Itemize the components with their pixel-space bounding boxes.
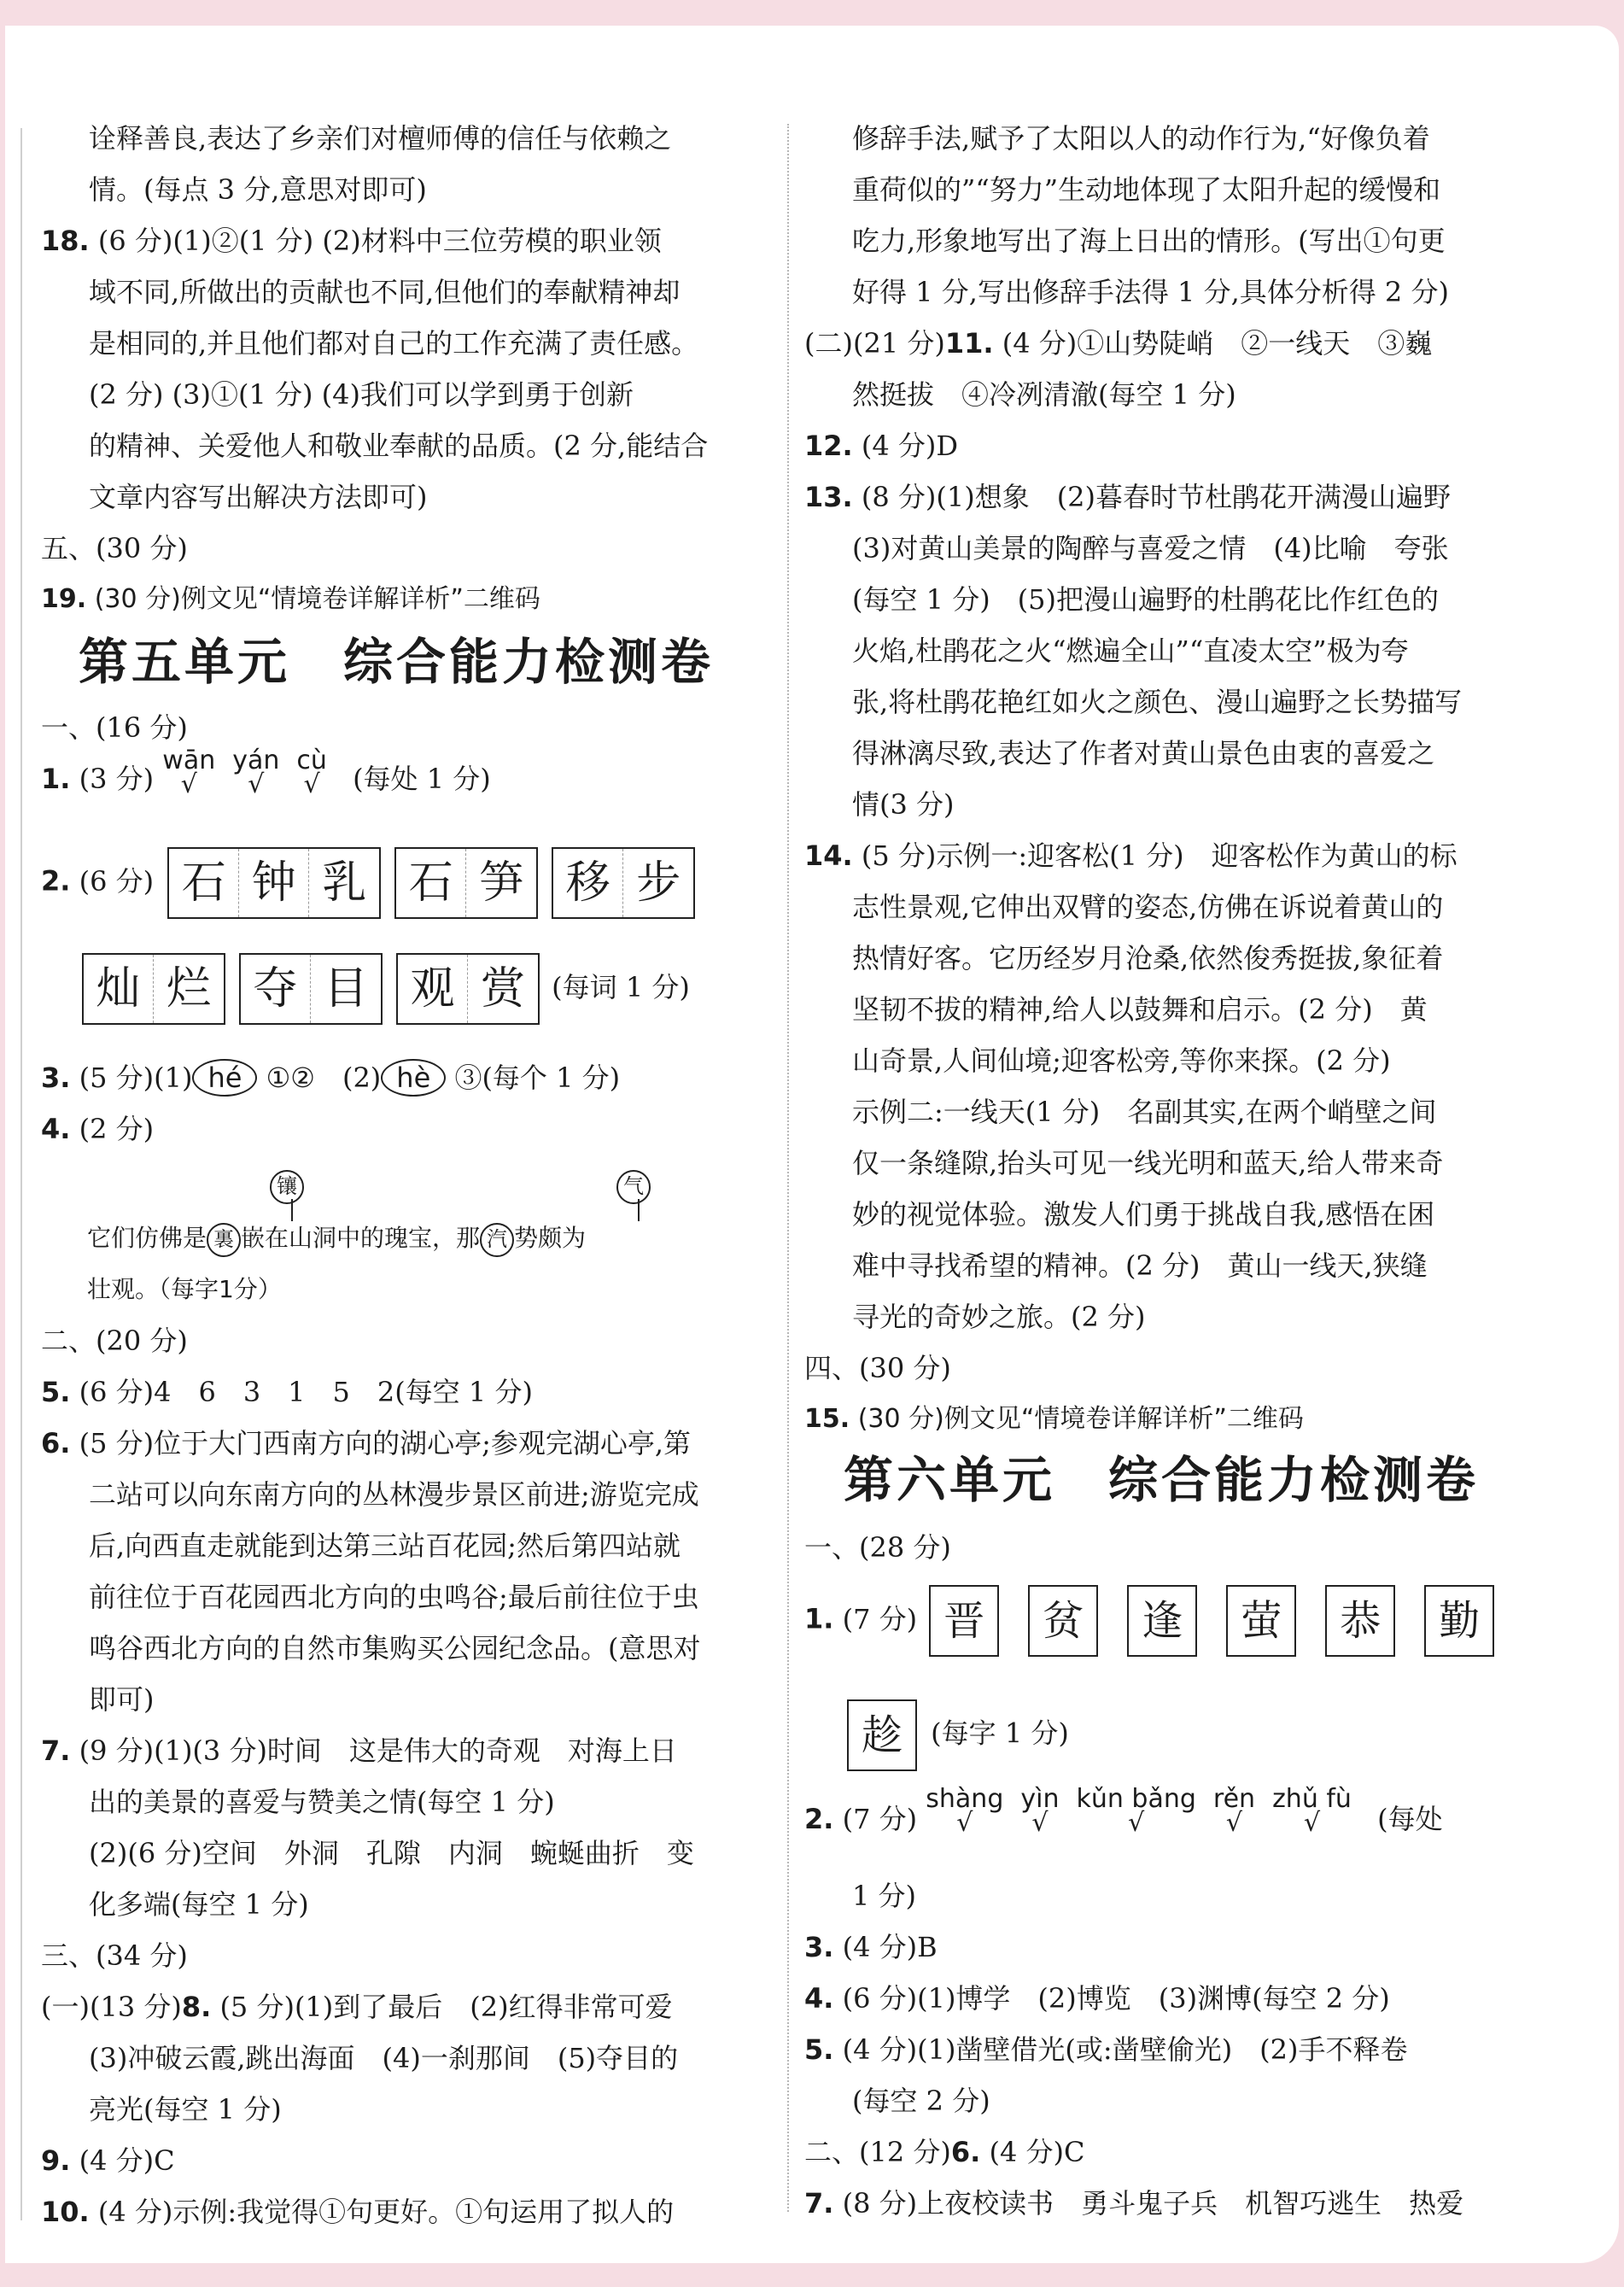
text-line: 难中寻找希望的精神。(2 分) 黄山一线天,狭缝 — [852, 1249, 1428, 1282]
question-2: 2. (6 分) 石 钟 乳 石 笋 移 步 — [41, 847, 779, 929]
pinyin-text: yán — [232, 746, 280, 775]
correction-line — [291, 1199, 293, 1221]
question-19: 19. (30 分)例文见“情境卷详解详析”二维码 — [41, 584, 540, 614]
pinyin-text: shàng — [926, 1784, 1004, 1814]
question-5: 5. (6 分)4 6 3 1 5 2(每空 1 分) — [41, 1376, 533, 1408]
text-line: (3)冲破云霞,跳出海面 (4)一刹那间 (5)夺目的 — [89, 2042, 679, 2074]
question-12: 12. (4 分)D — [804, 430, 959, 462]
text-line: 是相同的,并且他们都对自己的工作充满了责任感。 — [89, 327, 699, 360]
question-11: (二)(21 分)11. (4 分)①山势陡峭 ②一线天 ③巍 — [804, 327, 1433, 360]
checkmark-icon: √ — [1303, 1808, 1321, 1838]
question-7: 7. (8 分)上夜校读书 勇斗鬼子兵 机智巧逃生 热爱 — [804, 2187, 1464, 2220]
word-grid — [394, 847, 538, 919]
section-heading: 一、(16 分) — [41, 711, 188, 744]
text-line: 诠释善良,表达了乡亲们对檀师傅的信任与依赖之 — [89, 122, 672, 155]
pinyin-text: rěn — [1212, 1784, 1256, 1814]
text-line: (2)(6 分)空间 外洞 孔隙 内洞 蜿蜒曲折 变 — [89, 1837, 694, 1869]
char-cell: 逢 — [1127, 1585, 1197, 1657]
text-line: 后,向西直走就能到达第三站百花园;然后第四站就 — [89, 1530, 681, 1562]
text-line: 修辞手法,赋予了太阳以人的动作行为,“好像负着 — [852, 122, 1430, 155]
question-9: 9. (4 分)C — [41, 2144, 175, 2177]
correction-circle: 镶 — [270, 1170, 304, 1204]
word-grid — [167, 847, 381, 919]
correction-sentence-end: 壮观。（每字1分） — [87, 1275, 282, 1303]
section-heading: 三、(34 分) — [41, 1939, 188, 1972]
checkmark-icon: √ — [1225, 1808, 1243, 1838]
text-line: 好得 1 分,写出修辞手法得 1 分,具体分析得 2 分) — [852, 276, 1449, 308]
text-line: 情。(每点 3 分,意思对即可) — [89, 173, 427, 206]
pinyin-answer — [1272, 1784, 1352, 1838]
char-cell: 勤 — [1424, 1585, 1494, 1657]
char-cell: 趁 — [847, 1699, 917, 1771]
unit6-title: 第六单元 综合能力检测卷 — [844, 1451, 1480, 1509]
text-line: 化多端(每空 1 分) — [89, 1888, 309, 1921]
grid-char: 灿 — [84, 955, 154, 1023]
text-line: 出的美景的喜爱与赞美之情(每空 1 分) — [89, 1786, 555, 1818]
question-18: 18. (6 分)(1)②(1 分) (2)材料中三位劳模的职业领 — [41, 225, 662, 257]
question-1: 1. (3 分) wān √ yán √ cù √ (每处 1 分) — [41, 746, 491, 799]
question-15: 15. (30 分)例文见“情境卷详解详析”二维码 — [804, 1404, 1304, 1434]
grid-char: 烂 — [166, 963, 211, 1015]
text-line: 示例二:一线天(1 分) 名副其实,在两个峭壁之间 — [852, 1096, 1437, 1128]
text-line: 寻光的奇妙之旅。(2 分) — [852, 1301, 1146, 1333]
text-line: 情(3 分) — [852, 788, 955, 821]
text-line: 志性景观,它伸出双臂的姿态,仿佛在诉说着黄山的 — [852, 891, 1444, 923]
column-divider — [787, 124, 791, 2212]
word-grid-row — [167, 857, 709, 909]
section-heading: 五、(30 分) — [41, 532, 188, 564]
pinyin-answer — [1212, 1784, 1256, 1838]
checkmark-icon: √ — [1031, 1808, 1049, 1838]
text-line: 域不同,所做出的贡献也不同,但他们的奉献精神却 — [89, 276, 681, 308]
text-line: 二站可以向东南方向的丛林漫步景区前进;游览完成 — [89, 1478, 699, 1511]
pinyin-answer — [162, 746, 216, 799]
text-line: (2 分) (3)①(1 分) (4)我们可以学到勇于创新 — [89, 378, 634, 411]
grid-char: 钟 — [239, 849, 309, 917]
question-3: 3. (5 分)(1) hé ①② (2) hè ③(每个 1 分) — [41, 1059, 779, 1097]
text-line: 文章内容写出解决方法即可) — [89, 481, 428, 513]
pinyin-answer — [1076, 1784, 1196, 1838]
checkmark-icon: √ — [248, 769, 265, 799]
question-4: 4. (2 分) — [41, 1113, 155, 1145]
pinyin-answer — [232, 746, 280, 799]
char-cell: 晋 — [929, 1585, 999, 1657]
text-line: 火焰,杜鹃花之火“燃遍全山”“直凌太空”极为夸 — [852, 635, 1409, 667]
correction-circle: 气 — [616, 1170, 651, 1204]
text-line: 张,将杜鹃花艳红如火之颜色、漫山遍野之长势描写 — [852, 686, 1463, 718]
question-3: 3. (4 分)B — [804, 1931, 938, 1963]
text-line: (每空 2 分) — [852, 2085, 990, 2117]
grid-char: 赏 — [480, 963, 525, 1015]
section-heading: 四、(30 分) — [804, 1352, 951, 1384]
grid-char: 乳 — [322, 857, 367, 909]
checkmark-icon: √ — [1128, 1808, 1145, 1838]
char-grid-row — [929, 1597, 1494, 1645]
text-line: 得淋漓尽致,表达了作者对黄山景色由衷的喜爱之 — [852, 737, 1435, 769]
pinyin-oval: hé — [192, 1059, 257, 1097]
text-line: 然挺拔 ④冷冽清澈(每空 1 分) — [852, 378, 1236, 411]
char-cell: 恭 — [1325, 1585, 1395, 1657]
question-2: 2. (7 分) shàng √ yìn √ kǔn bǎng √ rěn √ zhǔ fù √ (每处 — [804, 1784, 1443, 1838]
grid-char: 步 — [636, 857, 681, 909]
question-8: (一)(13 分)8. (5 分)(1)到了最后 (2)红得非常可爱 — [41, 1991, 673, 2023]
grid-char: 笋 — [479, 857, 524, 909]
question-4: 4. (6 分)(1)博学 (2)博览 (3)渊博(每空 2 分) — [804, 1982, 1390, 2015]
pinyin-text: zhǔ fù — [1272, 1784, 1352, 1814]
answer-sheet-page — [5, 26, 1619, 2263]
pinyin-answers — [162, 746, 344, 799]
correction-line — [638, 1199, 640, 1221]
text-line: 仅一条缝隙,抬头可见一线光明和蓝天,给人带来奇 — [852, 1147, 1444, 1179]
word-grid-row-2: 灿 烂 夺 目 观 赏 (每词 1 分) — [82, 953, 779, 1035]
text-line: 妙的视觉体验。激发人们勇于挑战自我,感悟在困 — [852, 1198, 1435, 1231]
checkmark-icon: √ — [956, 1808, 973, 1838]
section-heading: 二、(20 分) — [41, 1325, 188, 1357]
question-7: 7. (9 分)(1)(3 分)时间 这是伟大的奇观 对海上日 — [41, 1734, 677, 1767]
pinyin-oval: hè — [381, 1059, 446, 1097]
word-grid — [396, 953, 540, 1025]
pinyin-text: wān — [162, 746, 216, 775]
text-line: 重荷似的”“努力”生动地体现了太阳升起的缓慢和 — [852, 173, 1441, 206]
question-1: 1. (7 分) 晋 贫 逢 萤 恭 勤 — [804, 1585, 1539, 1667]
pinyin-text: kǔn bǎng — [1076, 1784, 1196, 1814]
checkmark-icon: √ — [180, 769, 197, 799]
checkmark-icon: √ — [303, 769, 320, 799]
pinyin-answer — [1020, 1784, 1060, 1838]
pinyin-text: cù — [296, 746, 327, 775]
grid-char: 观 — [398, 955, 468, 1023]
wrong-char-circle: 汽 — [480, 1223, 514, 1257]
text-line: 坚韧不拔的精神,给人以鼓舞和启示。(2 分) 黄 — [852, 993, 1428, 1026]
question-6: 6. (5 分)位于大门西南方向的湖心亭;参观完湖心亭,第 — [41, 1427, 692, 1459]
text-line: 亮光(每空 1 分) — [89, 2093, 282, 2126]
pinyin-text: yìn — [1020, 1784, 1060, 1814]
char-cell: 贫 — [1028, 1585, 1098, 1657]
unit5-title: 第五单元 综合能力检测卷 — [79, 633, 715, 691]
question-6: 二、(12 分)6. (4 分)C — [804, 2136, 1085, 2168]
question-5: 5. (4 分)(1)凿壁借光(或:凿壁偷光) (2)手不释卷 — [804, 2033, 1408, 2066]
question-14: 14. (5 分)示例一:迎客松(1 分) 迎客松作为黄山的标 — [804, 839, 1458, 872]
question-13: 13. (8 分)(1)想象 (2)暮春时节杜鹃花开满漫山遍野 — [804, 481, 1452, 513]
text-line: 热情好客。它历经岁月沧桑,依然俊秀挺拔,象征着 — [852, 942, 1444, 974]
grid-char: 目 — [323, 963, 368, 1015]
word-grid — [552, 847, 695, 919]
grid-char: 石 — [169, 849, 239, 917]
grid-char: 移 — [553, 849, 623, 917]
text-line: 的精神、关爱他人和敬业奉献的品质。(2 分,能结合 — [89, 430, 709, 462]
word-grid — [82, 953, 225, 1025]
grid-char: 夺 — [241, 955, 311, 1023]
text-line: (每空 1 分) (5)把漫山遍野的杜鹃花比作红色的 — [852, 583, 1440, 616]
left-margin-rule — [20, 128, 22, 2220]
char-cell: 萤 — [1226, 1585, 1296, 1657]
pinyin-answer — [296, 746, 327, 799]
pinyin-answer — [926, 1784, 1004, 1838]
wrong-char-circle: 裏 — [207, 1223, 241, 1257]
text-line: 前往位于百花园西北方向的虫鸣谷;最后前往位于虫 — [89, 1581, 699, 1613]
text-line: 鸣谷西北方向的自然市集购买公园纪念品。(意思对 — [89, 1632, 701, 1664]
word-grid — [239, 953, 383, 1025]
grid-char: 石 — [396, 849, 466, 917]
section-heading: 一、(28 分) — [804, 1531, 951, 1564]
text-line: 山奇景,人间仙境;迎客松旁,等你来探。(2 分) — [852, 1044, 1391, 1077]
question-10: 10. (4 分)示例:我觉得①句更好。①句运用了拟人的 — [41, 2196, 675, 2228]
correction-sentence: 它们仿佛是 裏 嵌在山洞中的瑰宝，那 汽 势颇为 — [87, 1220, 779, 1257]
text-line: 1 分) — [852, 1880, 917, 1912]
text-line: 吃力,形象地写出了海上日出的情形。(写出①句更 — [852, 225, 1446, 257]
char-grid-row-2: 趁 (每字 1 分) — [847, 1699, 1539, 1781]
text-line: 即可) — [89, 1683, 155, 1716]
text-line: (3)对黄山美景的陶醉与喜爱之情 (4)比喻 夸张 — [852, 532, 1449, 564]
